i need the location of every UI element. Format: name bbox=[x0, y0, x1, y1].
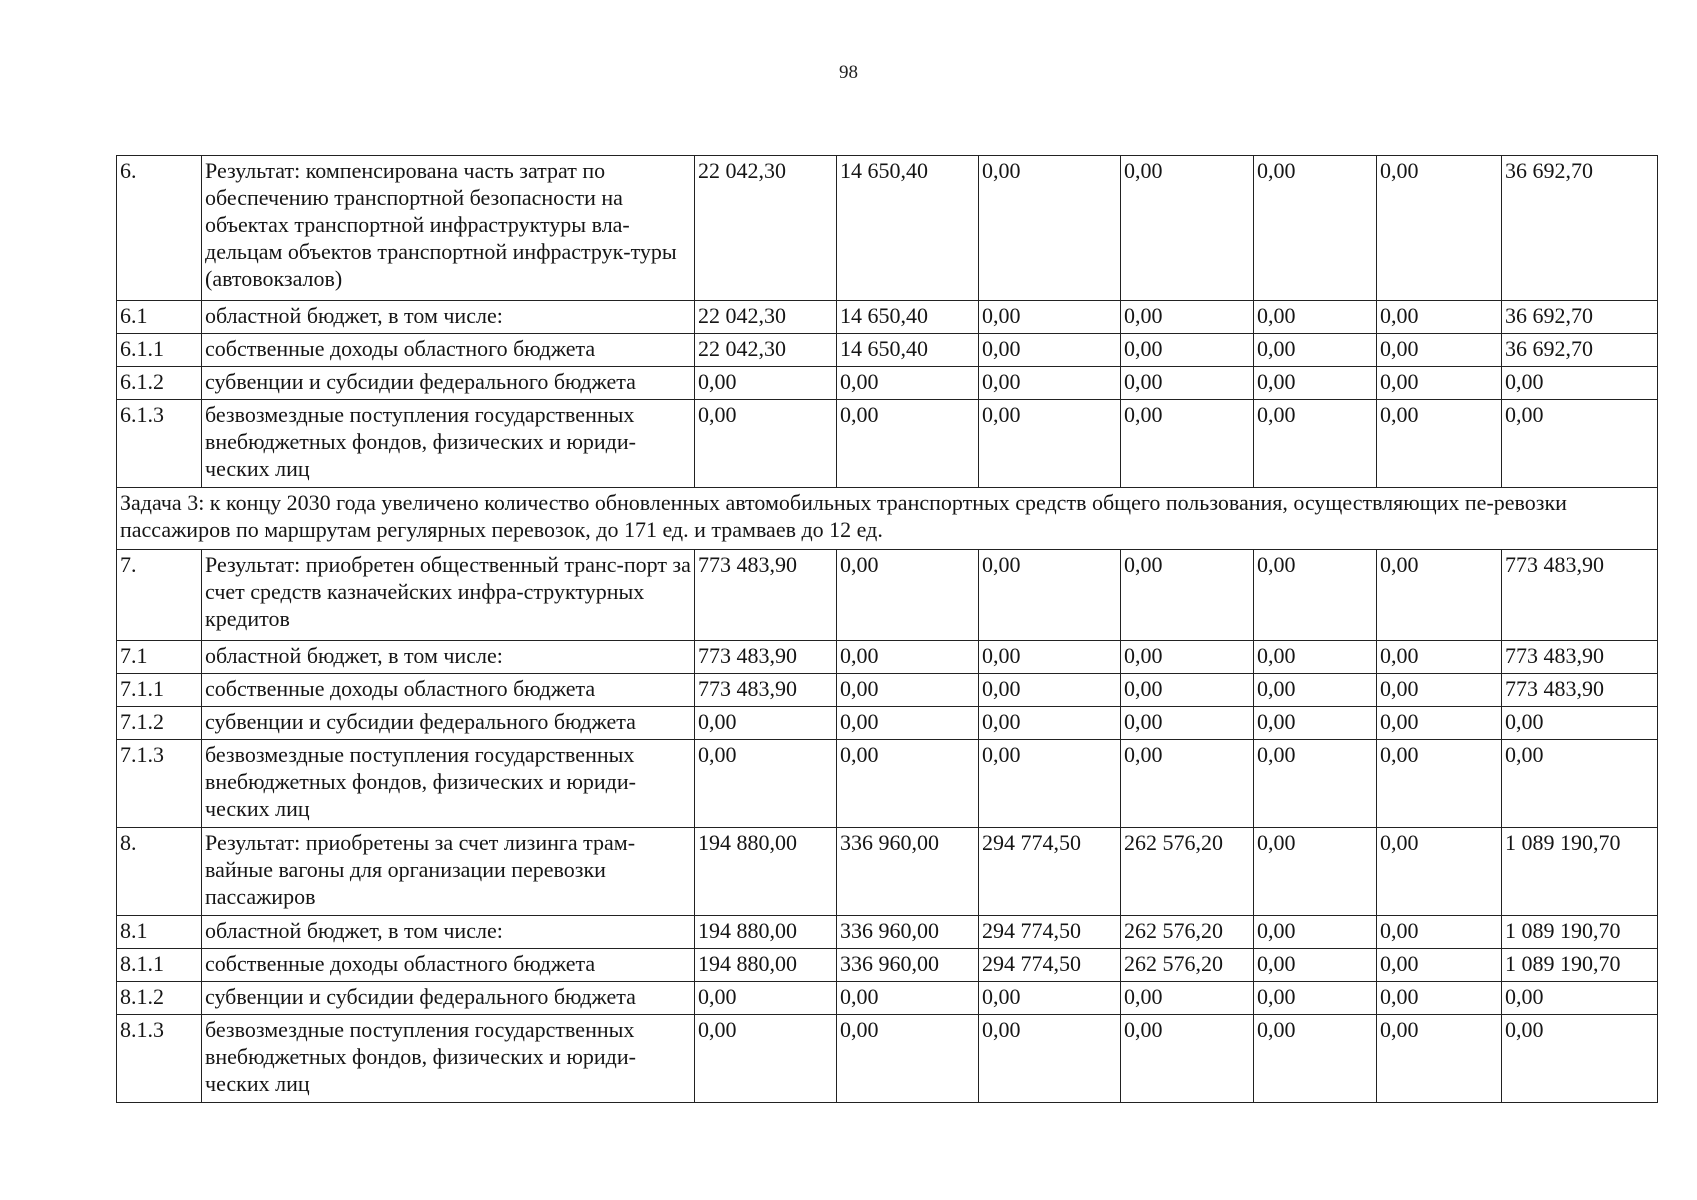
table-row bbox=[117, 334, 1658, 367]
table-row bbox=[117, 674, 1658, 707]
value-cell: 0,00 bbox=[1377, 707, 1502, 740]
row-number-cell: 7. bbox=[117, 550, 202, 641]
value-cell: 262 576,20 bbox=[1121, 828, 1254, 916]
budget-table-body bbox=[117, 156, 1658, 1103]
value-cell: 0,00 bbox=[695, 740, 837, 828]
value-cell: 0,00 bbox=[1377, 674, 1502, 707]
value-cell: 0,00 bbox=[1254, 550, 1377, 641]
value-cell: 336 960,00 bbox=[837, 916, 979, 949]
table-row bbox=[117, 400, 1658, 488]
value-cell: 294 774,50 bbox=[979, 949, 1121, 982]
value-cell: 22 042,30 bbox=[695, 334, 837, 367]
value-cell: 0,00 bbox=[1121, 334, 1254, 367]
value-cell: 22 042,30 bbox=[695, 156, 837, 301]
table-row bbox=[117, 916, 1658, 949]
table-row bbox=[117, 301, 1658, 334]
value-cell: 14 650,40 bbox=[837, 156, 979, 301]
total-value-cell: 1 089 190,70 bbox=[1502, 949, 1658, 982]
value-cell: 0,00 bbox=[695, 707, 837, 740]
value-cell: 0,00 bbox=[1377, 916, 1502, 949]
row-name-cell: Результат: приобретены за счет лизинга трам-вайные вагоны для организации перевозки пассажиров bbox=[202, 828, 695, 916]
value-cell: 0,00 bbox=[1254, 982, 1377, 1015]
value-cell: 0,00 bbox=[1254, 828, 1377, 916]
table-row bbox=[117, 949, 1658, 982]
value-cell: 0,00 bbox=[1121, 982, 1254, 1015]
value-cell: 0,00 bbox=[837, 641, 979, 674]
row-number-cell: 7.1.3 bbox=[117, 740, 202, 828]
value-cell: 0,00 bbox=[1254, 707, 1377, 740]
value-cell: 0,00 bbox=[979, 550, 1121, 641]
budget-table bbox=[116, 155, 1658, 1103]
value-cell: 0,00 bbox=[695, 400, 837, 488]
value-cell: 0,00 bbox=[979, 1015, 1121, 1103]
table-row bbox=[117, 550, 1658, 641]
table-row bbox=[117, 707, 1658, 740]
total-value-cell: 36 692,70 bbox=[1502, 156, 1658, 301]
total-value-cell: 0,00 bbox=[1502, 1015, 1658, 1103]
value-cell: 773 483,90 bbox=[695, 641, 837, 674]
value-cell: 0,00 bbox=[1377, 641, 1502, 674]
value-cell: 262 576,20 bbox=[1121, 949, 1254, 982]
row-number-cell: 7.1 bbox=[117, 641, 202, 674]
task-row bbox=[117, 488, 1658, 550]
total-value-cell: 773 483,90 bbox=[1502, 550, 1658, 641]
row-name-cell: Результат: компенсирована часть затрат по обеспечению транспортной безопасности на объектах транспортной инфраструктуры вла-дельцам объектов транспортной инфраструк-туры (автовокзалов) bbox=[202, 156, 695, 301]
value-cell: 0,00 bbox=[979, 674, 1121, 707]
value-cell: 0,00 bbox=[1254, 367, 1377, 400]
value-cell: 0,00 bbox=[837, 400, 979, 488]
row-number-cell: 6. bbox=[117, 156, 202, 301]
table-row bbox=[117, 982, 1658, 1015]
total-value-cell: 773 483,90 bbox=[1502, 674, 1658, 707]
value-cell: 0,00 bbox=[979, 367, 1121, 400]
value-cell: 0,00 bbox=[979, 301, 1121, 334]
row-name-cell: областной бюджет, в том числе: bbox=[202, 916, 695, 949]
value-cell: 773 483,90 bbox=[695, 674, 837, 707]
value-cell: 0,00 bbox=[837, 740, 979, 828]
value-cell: 0,00 bbox=[1254, 156, 1377, 301]
row-name-cell: субвенции и субсидии федерального бюджета bbox=[202, 367, 695, 400]
value-cell: 0,00 bbox=[1377, 367, 1502, 400]
row-name-cell: собственные доходы областного бюджета bbox=[202, 674, 695, 707]
row-name-cell: безвозмездные поступления государственных внебюджетных фондов, физических и юриди-ческих лиц bbox=[202, 1015, 695, 1103]
value-cell: 0,00 bbox=[1254, 674, 1377, 707]
row-name-cell: областной бюджет, в том числе: bbox=[202, 301, 695, 334]
value-cell: 0,00 bbox=[1121, 156, 1254, 301]
total-value-cell: 0,00 bbox=[1502, 367, 1658, 400]
value-cell: 0,00 bbox=[1377, 334, 1502, 367]
table-row bbox=[117, 1015, 1658, 1103]
row-number-cell: 8.1.1 bbox=[117, 949, 202, 982]
value-cell: 0,00 bbox=[1377, 156, 1502, 301]
table-row bbox=[117, 641, 1658, 674]
row-name-cell: собственные доходы областного бюджета bbox=[202, 949, 695, 982]
total-value-cell: 1 089 190,70 bbox=[1502, 916, 1658, 949]
value-cell: 0,00 bbox=[1121, 1015, 1254, 1103]
total-value-cell: 36 692,70 bbox=[1502, 301, 1658, 334]
row-number-cell: 6.1.3 bbox=[117, 400, 202, 488]
value-cell: 0,00 bbox=[1254, 301, 1377, 334]
value-cell: 294 774,50 bbox=[979, 916, 1121, 949]
row-number-cell: 6.1.1 bbox=[117, 334, 202, 367]
total-value-cell: 36 692,70 bbox=[1502, 334, 1658, 367]
value-cell: 0,00 bbox=[1377, 1015, 1502, 1103]
value-cell: 336 960,00 bbox=[837, 828, 979, 916]
table-row bbox=[117, 156, 1658, 301]
value-cell: 0,00 bbox=[695, 1015, 837, 1103]
value-cell: 0,00 bbox=[1254, 740, 1377, 828]
total-value-cell: 0,00 bbox=[1502, 982, 1658, 1015]
value-cell: 0,00 bbox=[1254, 1015, 1377, 1103]
value-cell: 0,00 bbox=[979, 740, 1121, 828]
value-cell: 0,00 bbox=[979, 156, 1121, 301]
value-cell: 0,00 bbox=[1121, 707, 1254, 740]
value-cell: 0,00 bbox=[837, 707, 979, 740]
row-number-cell: 6.1.2 bbox=[117, 367, 202, 400]
value-cell: 773 483,90 bbox=[695, 550, 837, 641]
value-cell: 0,00 bbox=[1254, 949, 1377, 982]
value-cell: 0,00 bbox=[979, 707, 1121, 740]
value-cell: 0,00 bbox=[1377, 949, 1502, 982]
value-cell: 0,00 bbox=[1121, 301, 1254, 334]
value-cell: 336 960,00 bbox=[837, 949, 979, 982]
value-cell: 0,00 bbox=[1121, 740, 1254, 828]
value-cell: 0,00 bbox=[1254, 334, 1377, 367]
value-cell: 0,00 bbox=[979, 982, 1121, 1015]
table-row bbox=[117, 367, 1658, 400]
total-value-cell: 0,00 bbox=[1502, 740, 1658, 828]
table-row bbox=[117, 740, 1658, 828]
value-cell: 0,00 bbox=[979, 334, 1121, 367]
value-cell: 0,00 bbox=[1377, 982, 1502, 1015]
value-cell: 0,00 bbox=[695, 367, 837, 400]
value-cell: 0,00 bbox=[1254, 641, 1377, 674]
value-cell: 0,00 bbox=[1377, 400, 1502, 488]
total-value-cell: 0,00 bbox=[1502, 400, 1658, 488]
value-cell: 0,00 bbox=[1121, 367, 1254, 400]
value-cell: 0,00 bbox=[1377, 301, 1502, 334]
row-number-cell: 8.1.2 bbox=[117, 982, 202, 1015]
value-cell: 22 042,30 bbox=[695, 301, 837, 334]
table-row bbox=[117, 828, 1658, 916]
value-cell: 194 880,00 bbox=[695, 949, 837, 982]
value-cell: 294 774,50 bbox=[979, 828, 1121, 916]
value-cell: 0,00 bbox=[837, 982, 979, 1015]
value-cell: 0,00 bbox=[979, 400, 1121, 488]
value-cell: 0,00 bbox=[837, 367, 979, 400]
value-cell: 0,00 bbox=[1377, 828, 1502, 916]
row-number-cell: 8.1 bbox=[117, 916, 202, 949]
value-cell: 262 576,20 bbox=[1121, 916, 1254, 949]
row-name-cell: субвенции и субсидии федерального бюджета bbox=[202, 982, 695, 1015]
row-name-cell: безвозмездные поступления государственных внебюджетных фондов, физических и юриди-ческих лиц bbox=[202, 400, 695, 488]
value-cell: 194 880,00 bbox=[695, 916, 837, 949]
row-number-cell: 8. bbox=[117, 828, 202, 916]
row-name-cell: Результат: приобретен общественный транс-порт за счет средств казначейских инфра-структурных кредитов bbox=[202, 550, 695, 641]
value-cell: 0,00 bbox=[837, 550, 979, 641]
total-value-cell: 773 483,90 bbox=[1502, 641, 1658, 674]
total-value-cell: 0,00 bbox=[1502, 707, 1658, 740]
value-cell: 0,00 bbox=[695, 982, 837, 1015]
row-name-cell: безвозмездные поступления государственных внебюджетных фондов, физических и юриди-ческих лиц bbox=[202, 740, 695, 828]
row-number-cell: 7.1.2 bbox=[117, 707, 202, 740]
value-cell: 0,00 bbox=[837, 674, 979, 707]
row-number-cell: 8.1.3 bbox=[117, 1015, 202, 1103]
value-cell: 0,00 bbox=[1254, 400, 1377, 488]
value-cell: 14 650,40 bbox=[837, 334, 979, 367]
row-number-cell: 6.1 bbox=[117, 301, 202, 334]
task-text: Задача 3: к концу 2030 года увеличено количество обновленных автомобильных транспортных средств общего пользования, осуществляющих пе-ревозки пассажиров по маршрутам регулярных перевозок, до 171 ед. и трамваев до 12 ед. bbox=[117, 488, 1658, 550]
row-number-cell: 7.1.1 bbox=[117, 674, 202, 707]
value-cell: 14 650,40 bbox=[837, 301, 979, 334]
value-cell: 0,00 bbox=[1121, 400, 1254, 488]
value-cell: 0,00 bbox=[1254, 916, 1377, 949]
value-cell: 0,00 bbox=[979, 641, 1121, 674]
value-cell: 0,00 bbox=[1121, 550, 1254, 641]
row-name-cell: субвенции и субсидии федерального бюджета bbox=[202, 707, 695, 740]
page-number: 98 bbox=[839, 62, 858, 83]
value-cell: 194 880,00 bbox=[695, 828, 837, 916]
value-cell: 0,00 bbox=[837, 1015, 979, 1103]
total-value-cell: 1 089 190,70 bbox=[1502, 828, 1658, 916]
row-name-cell: областной бюджет, в том числе: bbox=[202, 641, 695, 674]
value-cell: 0,00 bbox=[1377, 550, 1502, 641]
row-name-cell: собственные доходы областного бюджета bbox=[202, 334, 695, 367]
value-cell: 0,00 bbox=[1121, 674, 1254, 707]
value-cell: 0,00 bbox=[1377, 740, 1502, 828]
value-cell: 0,00 bbox=[1121, 641, 1254, 674]
